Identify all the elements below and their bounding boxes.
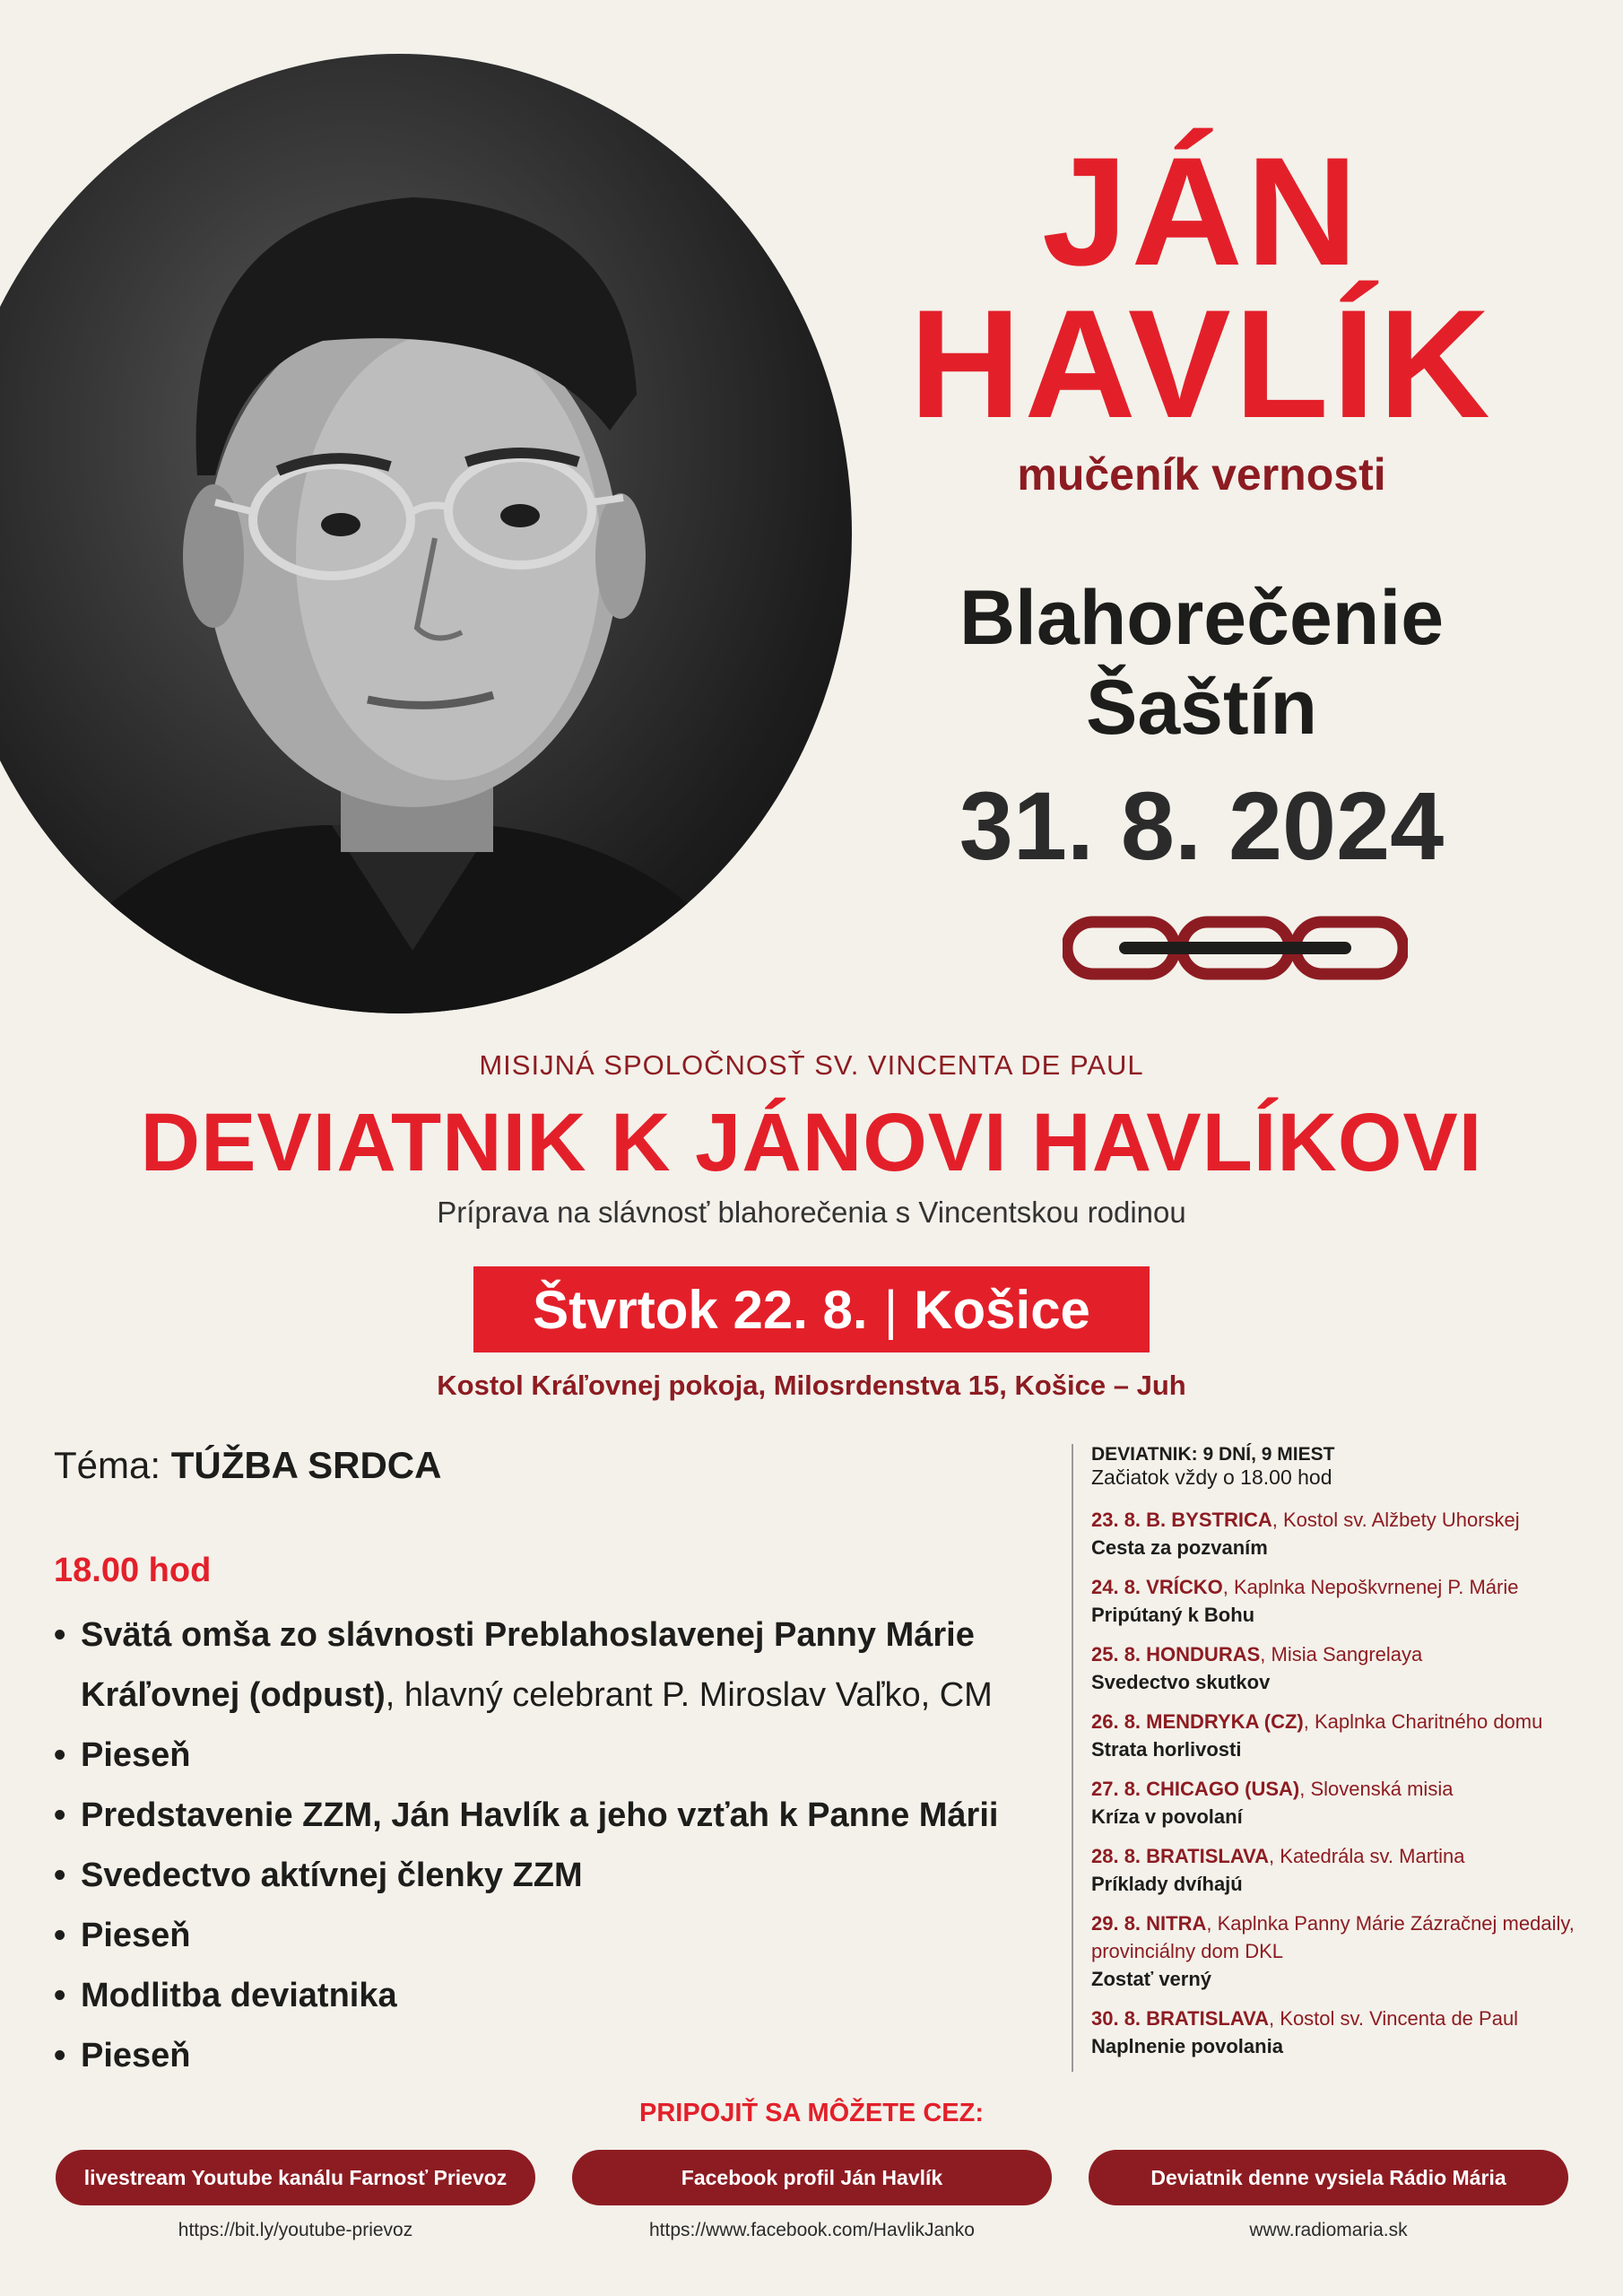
schedule-heading: DEVIATNIK: 9 DNÍ, 9 MIEST bbox=[1091, 1444, 1335, 1465]
novena-schedule bbox=[1072, 1444, 1592, 2072]
stop-date-place: 25. 8. HONDURAS bbox=[1091, 1643, 1261, 1665]
novena-description: Príprava na slávnosť blahorečenia s Vincentskou rodinou bbox=[437, 1196, 1186, 1229]
schedule-stop bbox=[1091, 1842, 1592, 1898]
stop-date-place: 26. 8. MENDRYKA (CZ) bbox=[1091, 1710, 1304, 1733]
portrait-photo bbox=[0, 54, 852, 1013]
program-item bbox=[54, 1605, 1022, 1726]
stop-date-place: 28. 8. BRATISLAVA bbox=[1091, 1845, 1270, 1867]
program-item-title: Svedectvo aktívnej členky ZZM bbox=[81, 1857, 583, 1894]
stop-venue: , Misia Sangrelaya bbox=[1260, 1643, 1423, 1665]
stop-theme: Príklady dvíhajú bbox=[1091, 1873, 1243, 1895]
program-item-detail: , hlavný celebrant P. Miroslav Vaľko, CM bbox=[385, 1676, 993, 1714]
stop-venue: , Slovenská misia bbox=[1299, 1778, 1454, 1800]
schedule-stop bbox=[1091, 1775, 1592, 1831]
program-item-title: Pieseň bbox=[81, 1917, 191, 1954]
schedule-stop bbox=[1091, 1506, 1592, 1561]
chain-icon bbox=[1063, 915, 1408, 982]
theme-value: TÚŽBA SRDCA bbox=[170, 1444, 442, 1486]
stop-date-place: 23. 8. B. BYSTRICA bbox=[1091, 1509, 1272, 1531]
subtitle: mučeník vernosti bbox=[1017, 449, 1386, 500]
stop-theme: Svedectvo skutkov bbox=[1091, 1671, 1271, 1693]
program-list bbox=[54, 1605, 1022, 2086]
program-item-title: Modlitba deviatnika bbox=[81, 1977, 397, 2014]
program-item-title: Predstavenie ZZM, Ján Havlík a jeho vzťah k Panne Márii bbox=[81, 1796, 999, 1834]
stop-theme: Zostať verný bbox=[1091, 1968, 1212, 1990]
stop-venue: , Kaplnka Panny Márie Zázračnej medaily, provinciálny dom DKL bbox=[1091, 1912, 1575, 1962]
stop-date-place: 29. 8. NITRA bbox=[1091, 1912, 1207, 1935]
start-time: 18.00 hod bbox=[54, 1552, 212, 1589]
beatification-date: 31. 8. 2024 bbox=[959, 771, 1445, 880]
theme-line bbox=[54, 1444, 441, 1487]
facebook-profile-button[interactable]: Facebook profil Ján Havlík bbox=[572, 2150, 1052, 2205]
schedule-stop bbox=[1091, 1708, 1592, 1763]
beatification-place: Šaštín bbox=[1085, 665, 1318, 751]
theme-label: Téma: bbox=[54, 1444, 161, 1486]
stop-date-place: 27. 8. CHICAGO (USA) bbox=[1091, 1778, 1300, 1800]
program-item bbox=[54, 1906, 1022, 1966]
stop-venue: , Katedrála sv. Martina bbox=[1269, 1845, 1465, 1867]
program-item-title: Pieseň bbox=[81, 2037, 191, 2074]
stop-theme: Pripútaný k Bohu bbox=[1091, 1604, 1255, 1626]
program-item bbox=[54, 1726, 1022, 1786]
schedule-start-time: Začiatok vždy o 18.00 hod bbox=[1091, 1465, 1332, 1489]
connect-heading: PRIPOJIŤ SA MÔŽETE CEZ: bbox=[638, 2099, 984, 2127]
stop-venue: , Kaplnka Charitného domu bbox=[1303, 1710, 1543, 1733]
stop-theme: Cesta za pozvaním bbox=[1091, 1536, 1268, 1559]
schedule-stop bbox=[1091, 1640, 1592, 1696]
program-item-title: Svätá omša zo slávnosti Preblahoslavenej Panny Márie Kráľovnej (odpust) bbox=[81, 1616, 975, 1714]
event-separator: | bbox=[883, 1279, 898, 1340]
schedule-stop bbox=[1091, 1573, 1592, 1629]
beatification-title: Blahorečenie bbox=[959, 575, 1445, 661]
stop-date-place: 24. 8. VRÍCKO bbox=[1091, 1576, 1223, 1598]
youtube-livestream-button[interactable]: livestream Youtube kanálu Farnosť Prievoz bbox=[56, 2150, 535, 2205]
stop-venue: , Kostol sv. Alžbety Uhorskej bbox=[1271, 1509, 1520, 1531]
organization-name: MISIJNÁ SPOLOČNOSŤ SV. VINCENTA DE PAUL bbox=[479, 1049, 1144, 1081]
program-item bbox=[54, 1786, 1022, 1846]
youtube-link[interactable]: https://bit.ly/youtube-prievoz bbox=[178, 2220, 413, 2240]
program-item bbox=[54, 1846, 1022, 1906]
stop-theme: Kríza v povolaní bbox=[1091, 1805, 1243, 1828]
event-address: Kostol Kráľovnej pokoja, Milosrdenstva 15, Košice – Juh bbox=[437, 1370, 1186, 1401]
facebook-link[interactable]: https://www.facebook.com/HavlikJanko bbox=[649, 2220, 975, 2240]
program-item bbox=[54, 1966, 1022, 2026]
event-city: Košice bbox=[914, 1279, 1090, 1340]
schedule-stop bbox=[1091, 1909, 1592, 1993]
program-item bbox=[54, 2026, 1022, 2086]
stop-theme: Naplnenie povolania bbox=[1091, 2035, 1283, 2057]
novena-title: DEVIATNIK K JÁNOVI HAVLÍKOVI bbox=[140, 1097, 1483, 1188]
event-day: Štvrtok 22. 8. bbox=[533, 1279, 868, 1340]
radio-maria-button[interactable]: Deviatnik denne vysiela Rádio Mária bbox=[1089, 2150, 1568, 2205]
stop-date-place: 30. 8. BRATISLAVA bbox=[1091, 2007, 1270, 2030]
event-banner bbox=[473, 1266, 1150, 1352]
program-item-title: Pieseň bbox=[81, 1736, 191, 1774]
name-line2: HAVLÍK bbox=[909, 278, 1494, 450]
schedule-stop bbox=[1091, 2005, 1592, 2060]
stop-venue: , Kostol sv. Vincenta de Paul bbox=[1269, 2007, 1519, 2030]
radio-maria-link[interactable]: www.radiomaria.sk bbox=[1249, 2220, 1408, 2240]
stop-theme: Strata horlivosti bbox=[1091, 1738, 1242, 1761]
stop-venue: , Kaplnka Nepoškvrnenej P. Márie bbox=[1222, 1576, 1519, 1598]
name-line1: JÁN bbox=[1041, 126, 1362, 298]
